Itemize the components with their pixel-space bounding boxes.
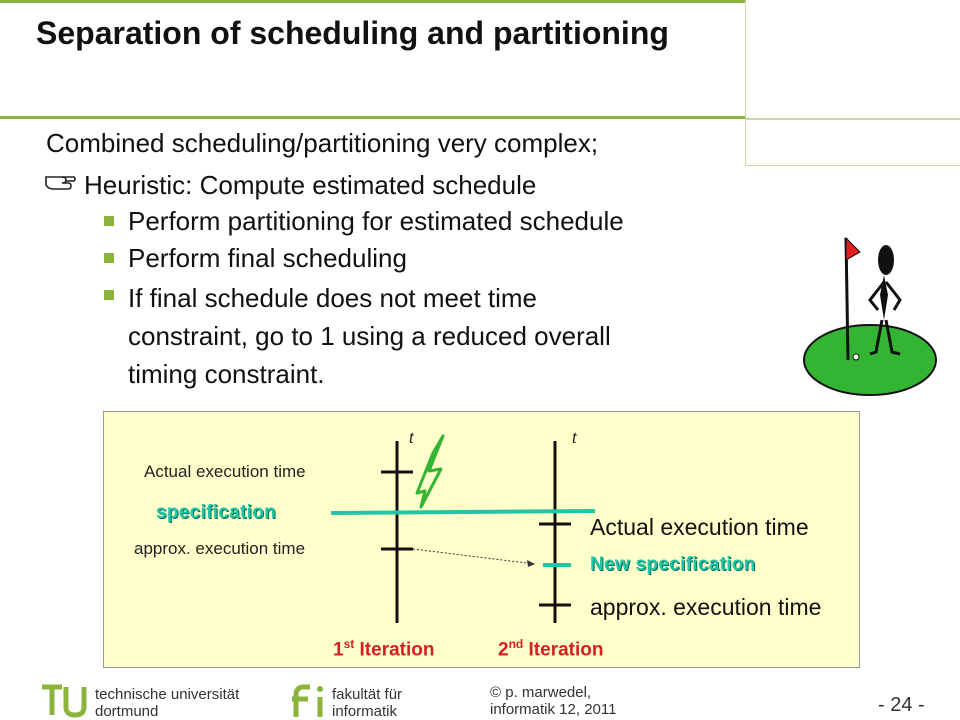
bullet-sub1: Perform partitioning for estimated schedule: [128, 206, 624, 236]
left-approx-label: approx. execution time: [134, 539, 306, 558]
iteration-1-label: 1st Iteration: [333, 637, 435, 661]
specification-line: [331, 511, 595, 513]
left-spec-label: specification: [156, 502, 277, 523]
page-title: Separation of scheduling and partitioning: [36, 15, 669, 51]
right-approx-label: approx. execution time: [590, 594, 822, 620]
faculty-name: fakultät für informatik: [332, 686, 403, 720]
bullet-sub3-line2: constraint, go to 1 using a reduced overall: [128, 321, 611, 351]
square-bullet-icon: [104, 253, 114, 263]
header-divider: [745, 165, 960, 166]
author-credit: © p. marwedel, informatik 12, 2011: [490, 684, 617, 718]
header-divider: [745, 118, 960, 120]
header-rule: [0, 116, 745, 119]
header-top-rule: [0, 0, 745, 3]
left-actual-label: Actual execution time: [144, 462, 306, 481]
bullet-sub3-line3: timing constraint.: [128, 359, 325, 389]
copyright-icon: ©: [490, 684, 502, 701]
golfer-clipart: [800, 230, 940, 405]
bullet-heuristic: Heuristic: Compute estimated schedule: [84, 170, 537, 200]
lightning-icon: [417, 436, 443, 507]
bullet-intro: Combined scheduling/partitioning very complex;: [46, 128, 599, 158]
t-label-2: t: [572, 430, 577, 447]
square-bullet-icon: [104, 216, 114, 226]
right-spec-label: New specification: [590, 554, 756, 575]
dotted-arrow: [413, 549, 535, 564]
page-number: - 24 -: [878, 694, 925, 716]
pointing-hand-icon: [44, 167, 78, 197]
fi-logo: [290, 683, 330, 719]
iteration-2-label: 2nd Iteration: [498, 637, 604, 661]
university-name: technische universität dortmund: [95, 686, 240, 720]
tu-logo: [40, 683, 88, 719]
t-label-1: t: [409, 430, 414, 447]
bullet-sub3-line1: If final schedule does not meet time: [128, 283, 538, 313]
bullet-sub2: Perform final scheduling: [128, 243, 407, 273]
square-bullet-icon: [104, 290, 114, 300]
header-divider: [745, 0, 746, 165]
right-actual-label: Actual execution time: [590, 514, 809, 540]
